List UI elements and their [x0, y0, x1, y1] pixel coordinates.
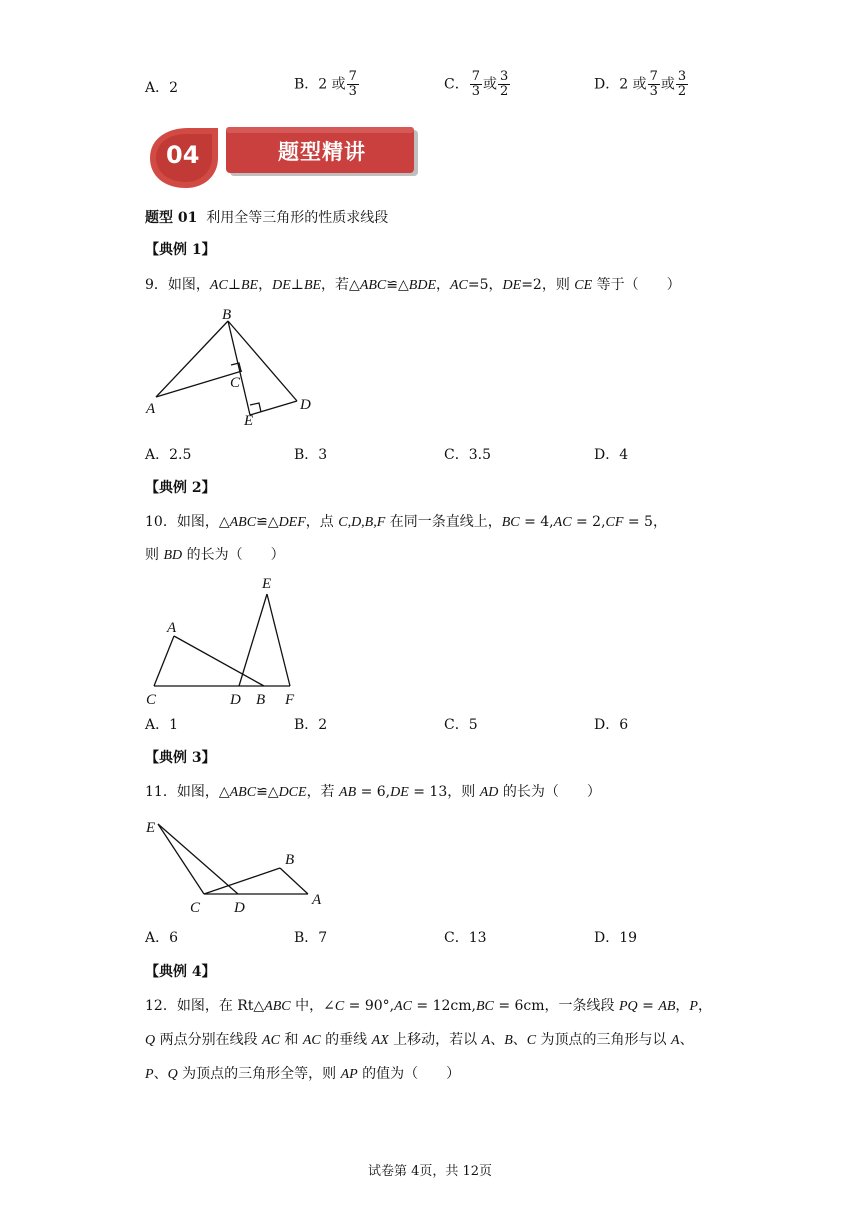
prev-option-b: [294, 70, 360, 99]
question-10-line-2: 则 BD 的长为（ ）: [145, 547, 285, 563]
type-heading: [145, 208, 388, 228]
question-12-line-1: 12．如图，在 Rt△ABC 中，∠C = 90°,AC = 12cm,BC = 6cm，一条线段 PQ = AB，P，: [145, 998, 712, 1014]
example-tag-1: 【典例 1】: [145, 242, 216, 258]
question-10-line-1: 10．如图，△ABC≌△DEF，点 C,D,B,F 在同一条直线上，BC = 4,AC = 2,CF = 5，: [145, 514, 667, 530]
q10-option-c: C．5: [444, 717, 478, 733]
banner-number: 04: [166, 141, 200, 169]
example-tag-3: 【典例 3】: [145, 750, 216, 766]
q11-option-d: D．19: [594, 930, 638, 946]
q9-option-d: D．4: [594, 447, 629, 463]
prev-option-c: C． $\frac{7}{3}$ 或 $\frac{3}{2}$: [444, 69, 509, 99]
q11-option-b: B．7: [294, 930, 328, 946]
question-9: 9．如图，AC⊥BE，DE⊥BE，若△ABC≌△BDE，AC=5，DE=2，则 CE 等于（ ）: [145, 277, 681, 293]
label-d: D: [230, 692, 241, 708]
q10-option-d: D．6: [594, 717, 629, 733]
label-a: A: [167, 620, 177, 636]
section-banner: [146, 124, 426, 190]
fraction: $\frac{3}{2}$: [500, 69, 509, 99]
question-11: 11．如图，△ABC≌△DCE，若 AB = 6,DE = 13，则 AD 的长为（ ）: [145, 784, 601, 800]
q9-option-b: B．3: [294, 447, 328, 463]
label-e: E: [262, 576, 272, 592]
label-f: F: [285, 692, 295, 708]
q10-option-b: B．2: [294, 717, 328, 733]
label-b: B: [285, 852, 295, 868]
label-c: C: [146, 692, 157, 708]
type-label: 题型 01: [145, 210, 198, 226]
banner-title: 题型精讲: [278, 140, 366, 164]
label-a: A: [312, 892, 322, 908]
label-d: D: [300, 397, 311, 413]
page-footer: 试卷第 4页，共 12页: [367, 1164, 493, 1179]
fraction: $\frac{7}{3}$: [471, 69, 480, 99]
q9-option-c: C．3.5: [444, 447, 491, 463]
label-d: D: [234, 900, 245, 916]
label-a: A: [146, 401, 156, 417]
q11-option-c: C．13: [444, 930, 487, 946]
q9-option-a: A．2.5: [145, 447, 192, 463]
question-12-line-2: Q 两点分别在线段 AC 和 AC 的垂线 AX 上移动，若以 A、B、C 为顶点的三角形与以 A、: [145, 1032, 694, 1048]
fraction: $\frac{7}{3}$: [649, 69, 658, 99]
label-c: C: [190, 900, 201, 916]
label-c: C: [230, 375, 241, 391]
figure-question-10: [140, 570, 320, 710]
q10-option-a: A．1: [145, 717, 179, 733]
figure-question-11: [140, 812, 340, 917]
question-12-line-3: P、Q 为顶点的三角形全等，则 AP 的值为（ ）: [145, 1066, 461, 1082]
prev-option-d: D．2 或 $\frac{7}{3}$ 或 $\frac{3}{2}$: [594, 69, 687, 99]
label-e: E: [146, 820, 156, 836]
example-tag-4: 【典例 4】: [145, 964, 216, 980]
figure-question-9: [140, 305, 340, 435]
prev-option-a: A．2: [145, 80, 179, 96]
example-tag-2: 【典例 2】: [145, 480, 216, 496]
option-b-prefix: B．2 或: [294, 76, 346, 93]
label-b: B: [222, 307, 232, 323]
q11-option-a: A．6: [145, 930, 179, 946]
label-b: B: [256, 692, 266, 708]
label-e: E: [244, 413, 254, 429]
fraction: $\frac{7}{3}$: [348, 69, 357, 99]
fraction: $\frac{3}{2}$: [677, 69, 687, 99]
type-text: 利用全等三角形的性质求线段: [206, 210, 389, 226]
